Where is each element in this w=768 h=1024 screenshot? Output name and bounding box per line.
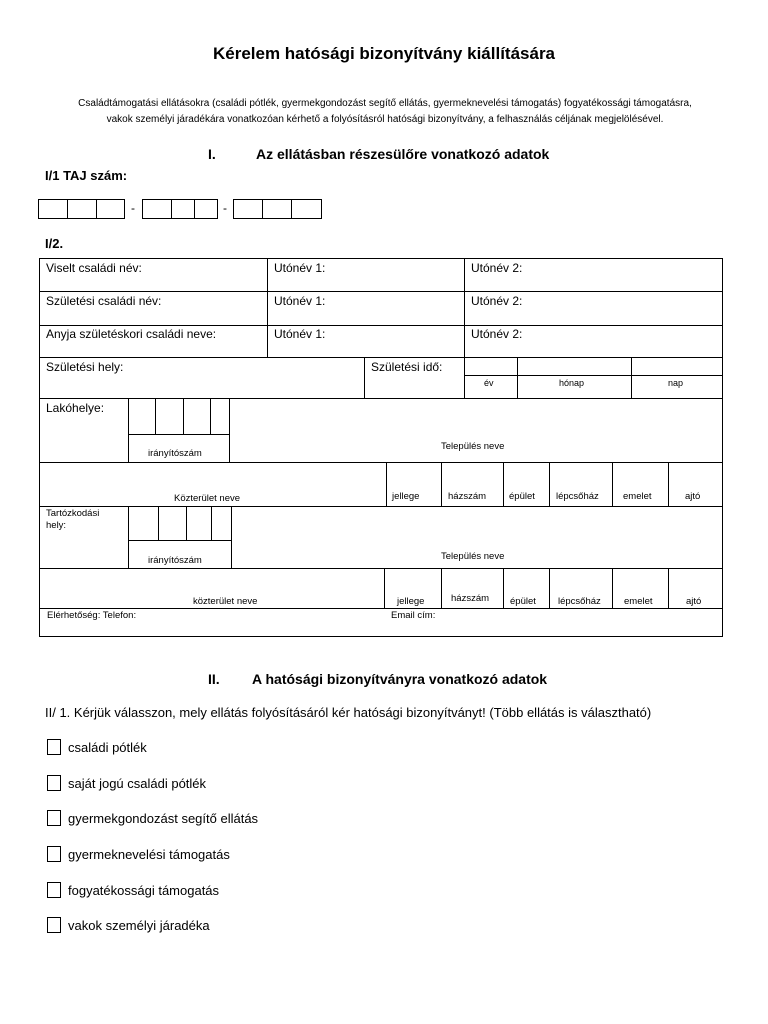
zip-digit-divider	[210, 398, 211, 434]
year-label: év	[484, 378, 494, 388]
col-divider	[384, 568, 385, 608]
taj-digit-box[interactable]	[291, 199, 322, 219]
option-label: gyermeknevelési támogatás	[68, 846, 230, 862]
checkbox[interactable]	[47, 917, 61, 933]
section-1-title: Az ellátásban részesülőre vonatkozó adatok	[256, 146, 550, 162]
col-divider	[364, 357, 365, 398]
door-label: ajtó	[686, 596, 702, 607]
option-child-raising-support[interactable]	[47, 844, 230, 864]
street-type-label: jellege	[397, 596, 425, 607]
row-divider	[39, 506, 723, 507]
settlement-label: Település neve	[441, 551, 505, 562]
page-title: Kérelem hatósági bizonyítvány kiállítására	[212, 44, 556, 63]
benefit-question: II/ 1. Kérjük válasszon, mely ellátás folyósításáról kér hatósági bizonyítványt! (Több ellátás is választható)	[45, 705, 652, 720]
intro-text	[40, 96, 730, 128]
row-divider	[39, 357, 723, 358]
birth-date-label: Születési idő:	[371, 360, 443, 374]
door-label: ajtó	[685, 491, 701, 502]
house-number-label: házszám	[448, 491, 487, 502]
street-name-label: Közterület neve	[174, 493, 241, 504]
current-family-name-label: Viselt családi név:	[46, 261, 142, 275]
row-divider	[39, 291, 723, 292]
col-divider	[549, 462, 550, 506]
row-divider	[39, 462, 723, 463]
taj-separator: -	[223, 201, 227, 215]
section-2-number: II.	[208, 671, 220, 687]
option-label: gyermekgondozást segítő ellátás	[68, 810, 259, 826]
table-frame	[39, 258, 723, 637]
option-family-allowance[interactable]	[47, 737, 147, 757]
zip-digit-divider	[183, 398, 184, 434]
taj-digit-box[interactable]	[194, 199, 218, 219]
section-2-title: A hatósági bizonyítványra vonatkozó adatok	[252, 671, 548, 687]
first-name-1-label: Utónév 1:	[274, 261, 326, 275]
taj-digit-box[interactable]	[171, 199, 195, 219]
street-type-label: jellege	[392, 491, 420, 502]
option-own-right-family-allowance[interactable]	[47, 773, 206, 793]
col-divider	[441, 568, 442, 608]
row-divider	[39, 568, 723, 569]
col-divider	[668, 568, 669, 608]
zip-digit-divider	[158, 506, 159, 540]
first-name-2-label: Utónév 2:	[471, 327, 523, 341]
taj-digit-box[interactable]	[233, 199, 263, 219]
col-divider	[612, 568, 613, 608]
checkbox[interactable]	[47, 775, 61, 791]
taj-separator: -	[131, 201, 135, 215]
taj-digit-box[interactable]	[96, 199, 125, 219]
option-childcare-support[interactable]	[47, 808, 258, 828]
residence-label: Lakóhelye:	[46, 401, 105, 415]
zip-underline	[128, 434, 230, 435]
taj-digit-box[interactable]	[142, 199, 172, 219]
row-divider	[39, 398, 723, 399]
temporary-residence-label-2: hely:	[46, 520, 67, 531]
option-blind-allowance[interactable]	[47, 915, 210, 935]
checkbox[interactable]	[47, 810, 61, 826]
col-divider	[441, 462, 442, 506]
birth-place-label: Születési hely:	[46, 360, 124, 374]
col-divider	[464, 357, 465, 398]
taj-digit-box[interactable]	[67, 199, 97, 219]
col-divider	[128, 506, 129, 568]
first-name-2-label: Utónév 2:	[471, 261, 523, 275]
floor-label: emelet	[623, 491, 652, 502]
col-divider	[503, 462, 504, 506]
temporary-residence-label: Tartózkodási	[46, 508, 100, 519]
house-number-label: házszám	[451, 593, 490, 604]
option-label: fogyatékossági támogatás	[68, 882, 220, 898]
taj-digit-box[interactable]	[38, 199, 68, 219]
day-label: nap	[668, 378, 684, 388]
row-divider	[39, 325, 723, 326]
first-name-1-label: Utónév 1:	[274, 294, 326, 308]
street-name-label: közterület neve	[193, 596, 258, 607]
col-divider	[631, 357, 632, 398]
staircase-label: lépcsőház	[558, 596, 601, 607]
taj-label: I/1 TAJ szám:	[45, 168, 128, 183]
row-divider	[39, 608, 723, 609]
checkbox[interactable]	[47, 846, 61, 862]
taj-digit-box[interactable]	[262, 199, 292, 219]
email-label: Email cím:	[391, 610, 436, 621]
floor-label: emelet	[624, 596, 653, 607]
col-divider	[386, 462, 387, 506]
mother-birth-name-label: Anyja születéskori családi neve:	[46, 327, 217, 341]
col-divider	[517, 357, 518, 398]
option-label: vakok személyi járadéka	[68, 917, 210, 933]
contact-phone-label: Elérhetőség: Telefon:	[47, 610, 137, 621]
settlement-label: Település neve	[441, 441, 505, 452]
col-divider	[549, 568, 550, 608]
birth-family-name-label: Születési családi név:	[46, 294, 162, 308]
staircase-label: lépcsőház	[556, 491, 599, 502]
option-label: családi pótlék	[68, 739, 147, 755]
option-label: saját jogú családi pótlék	[68, 775, 207, 791]
zip-code-label: irányítószám	[148, 555, 202, 566]
zip-digit-divider	[211, 506, 212, 540]
checkbox[interactable]	[47, 739, 61, 755]
row-divider	[464, 375, 723, 376]
month-label: hónap	[559, 378, 585, 388]
col-divider	[128, 398, 129, 462]
zip-digit-divider	[155, 398, 156, 434]
option-disability-support[interactable]	[47, 880, 219, 900]
first-name-2-label: Utónév 2:	[471, 294, 523, 308]
col-divider	[231, 506, 232, 568]
col-divider	[229, 398, 230, 462]
col-divider	[612, 462, 613, 506]
subsection-2-label: I/2.	[45, 236, 64, 251]
intro-line-1: Családtámogatási ellátásokra (családi pótlék, gyermekgondozást segítő ellátás, gyermeknevelési támogatás) fogyatékossági támogatásra,	[78, 98, 692, 109]
col-divider	[267, 258, 268, 357]
zip-underline	[128, 540, 232, 541]
col-divider	[668, 462, 669, 506]
section-1-number: I.	[208, 146, 216, 162]
zip-digit-divider	[186, 506, 187, 540]
col-divider	[503, 568, 504, 608]
intro-line-2: vakok személyi járadékára vonatkozóan kérhető a folyósításról hatósági bizonyítvány, a felhasználás céljának megjelölésével.	[106, 114, 664, 125]
checkbox[interactable]	[47, 882, 61, 898]
col-divider	[464, 258, 465, 357]
zip-code-label: irányítószám	[148, 448, 202, 459]
building-label: épület	[509, 491, 535, 502]
building-label: épület	[510, 596, 536, 607]
first-name-1-label: Utónév 1:	[274, 327, 326, 341]
